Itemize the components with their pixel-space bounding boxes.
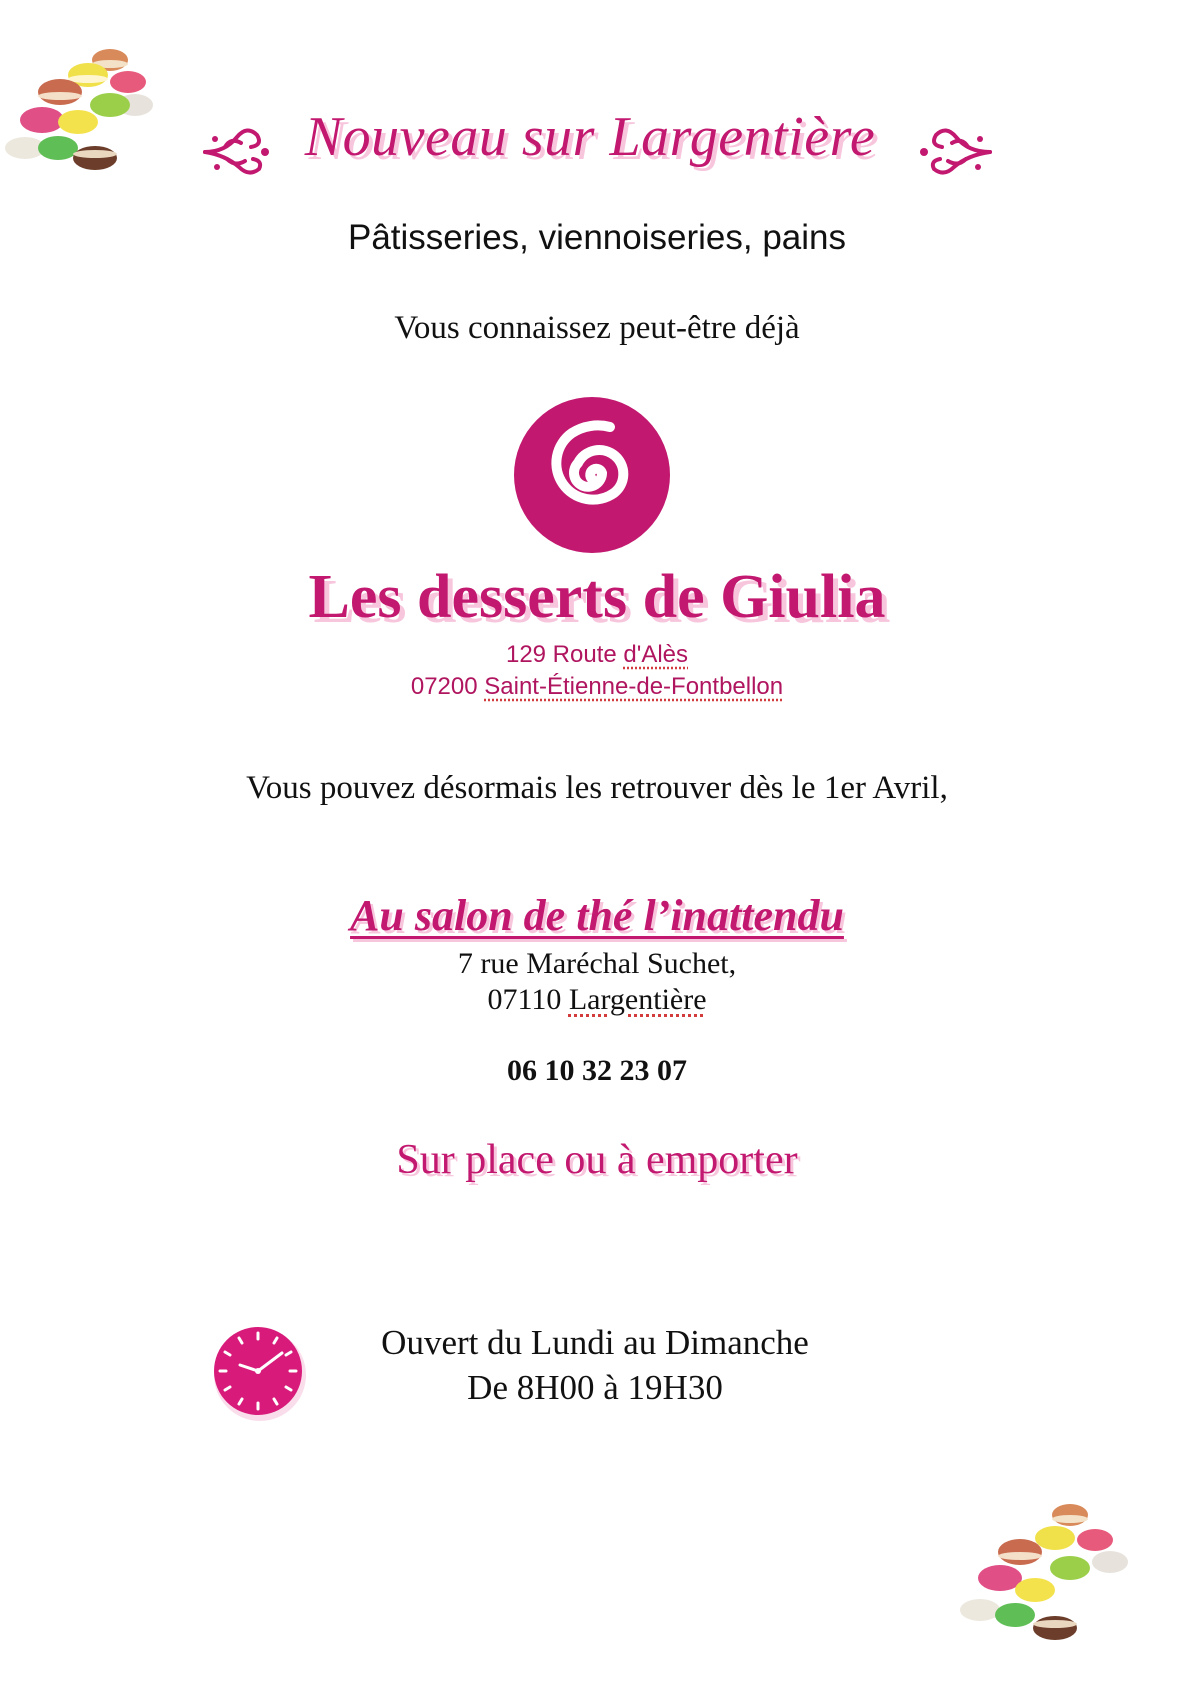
opening-times: De 8H00 à 19H30 [467,1368,723,1407]
salon-name [0,890,1194,941]
brand-address-line1 [0,641,1194,669]
brand-address-town: Saint-Étienne-de-Fontbellon [484,673,784,700]
brand-address-line2 [0,673,1194,701]
salon-street: 7 rue Maréchal Suchet, [457,947,737,980]
salon-city-line [0,983,1194,1017]
clock-icon [210,1323,310,1423]
page-title: Nouveau sur Largentière [304,106,876,168]
brand-address-street-word: d'Alès [623,641,689,668]
flourish-right-icon [910,117,1000,187]
intro-text: Vous connaissez peut-être déjà [394,310,800,346]
macarons-decoration-bottom-right [955,1490,1135,1650]
flourish-left-icon [195,117,275,187]
salon-name-text: Au salon de thé l’inattendu [350,891,844,940]
salon-postcode: 07110 [487,983,569,1016]
title-row [0,105,1194,185]
brand-address-postcode: 07200 [410,673,485,700]
opening-days: Ouvert du Lundi au Dimanche [381,1323,809,1362]
salon-phone: 06 10 32 23 07 [507,1054,687,1087]
subtitle: Pâtisseries, viennoiseries, pains [347,218,846,257]
salon-city: Largentière [568,983,707,1016]
pink-spiral-logo-icon [512,395,672,555]
brand-name: Les desserts de Giulia [308,563,886,631]
service-mode: Sur place ou à emporter [396,1137,798,1183]
availability-notice: Vous pouvez désormais les retrouver dès le 1er Avril, [246,770,948,806]
brand-address-street: 129 Route [505,641,624,668]
